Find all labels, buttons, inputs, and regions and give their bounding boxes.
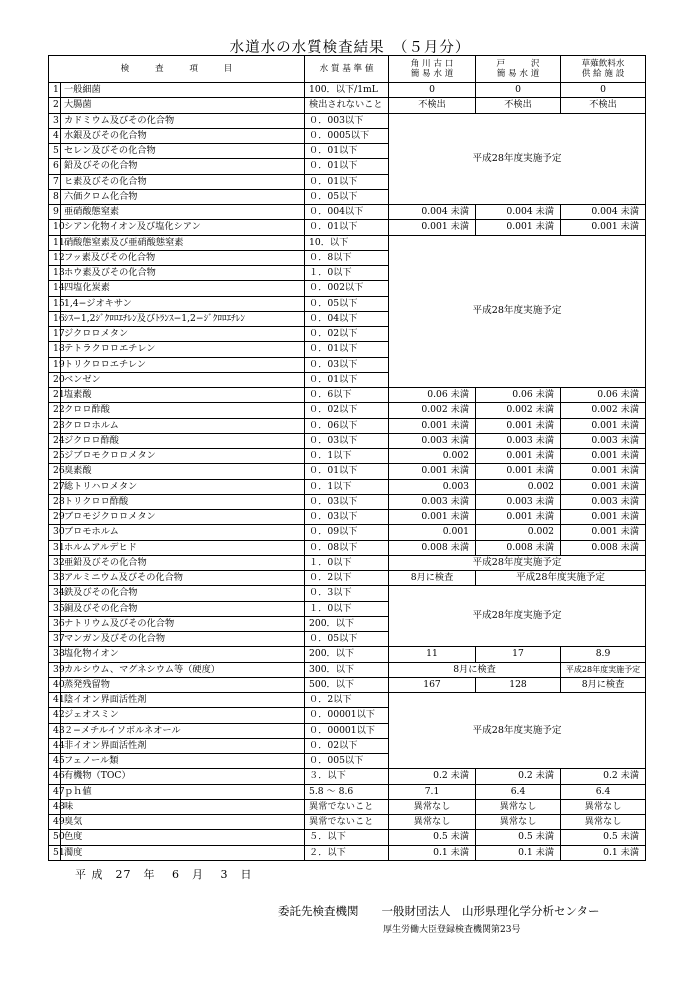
result-site-1: 0.004 未満 [389,205,476,220]
row-number: 43 [49,723,61,738]
result-site-3: 0.001 未満 [561,449,646,464]
standard-value: ０．01以下 [305,220,389,235]
standard-value: ０．1以下 [305,479,389,494]
table-row [49,98,646,113]
report-date: 平 成 27 年 6 月 3 日 [75,868,253,881]
row-number: 38 [49,647,61,662]
row-number: 45 [49,754,61,769]
test-item: 鉄及びその化合物 [61,586,305,601]
table-row [49,388,646,403]
result-site-1: 7.1 [389,784,476,799]
test-item: ｼｽ−1,2ｼﾞｸﾛﾛｴﾁﾚﾝ及びﾄﾗﾝｽ−1,2−ｼﾞｸﾛﾛｴﾁﾚﾝ [61,311,305,326]
result-site-1: 11 [389,647,476,662]
result-site-3: 0.5 未満 [561,830,646,845]
row-number: 9 [49,205,61,220]
test-item: ホルムアルデヒド [61,540,305,555]
standard-value: ０．6以下 [305,388,389,403]
result-site-3: 0.003 未満 [561,494,646,509]
table-row [49,464,646,479]
standard-value: 5.8 〜 8.6 [305,784,389,799]
row-number: 37 [49,632,61,647]
result-site-3: 0.008 未満 [561,540,646,555]
table-row [49,433,646,448]
standard-value: ０．01以下 [305,464,389,479]
test-item: トリクロロエチレン [61,357,305,372]
row-number: 11 [49,235,61,250]
row-number: 44 [49,738,61,753]
row-number: 27 [49,479,61,494]
result-site-2: 0.002 [476,479,561,494]
standard-value: ０．03以下 [305,510,389,525]
row-number: 8 [49,189,61,204]
test-item: 水銀及びその化合物 [61,128,305,143]
standard-value: １．0以下 [305,266,389,281]
standard-value: ０．0005以下 [305,128,389,143]
standard-value: ０．005以下 [305,754,389,769]
row-number: 47 [49,784,61,799]
test-item: シアン化物イオン及び塩化シアン [61,220,305,235]
test-item: クロロ酢酸 [61,403,305,418]
test-item: フッ素及びその化合物 [61,250,305,265]
standard-value: 100．以下/1mL [305,83,389,98]
result-site-3: 0.06 未満 [561,388,646,403]
standard-value: ０．01以下 [305,159,389,174]
test-item: アルミニウム及びその化合物 [61,571,305,586]
result-site-1: 0 [389,83,476,98]
standard-value: ０．00001以下 [305,708,389,723]
result-site-3: 0.001 未満 [561,510,646,525]
result-site-1: 0.003 未満 [389,433,476,448]
test-item: テトラクロロエチレン [61,342,305,357]
result-site-3: 0.001 未満 [561,220,646,235]
test-item: ベンゼン [61,372,305,387]
standard-value: ０．05以下 [305,632,389,647]
standard-value: ０．1以下 [305,449,389,464]
result-site-2: 0.06 未満 [476,388,561,403]
table-row [49,220,646,235]
table-row [49,571,646,586]
standard-value: ０．09以下 [305,525,389,540]
result-site-2: 0.001 未満 [476,510,561,525]
result-site-1: 0.001 未満 [389,464,476,479]
test-item: 味 [61,799,305,814]
standard-value: 200．以下 [305,616,389,631]
row-number: 41 [49,693,61,708]
test-item: 1,4−ジオキサン [61,296,305,311]
standard-value: ０．05以下 [305,296,389,311]
row-number: 48 [49,799,61,814]
table-row [49,784,646,799]
test-item: ジブロモクロロメタン [61,449,305,464]
standard-value: ０．05以下 [305,189,389,204]
table-row [49,113,646,128]
result-site-1: 0.003 未満 [389,494,476,509]
table-row [49,693,646,708]
testing-organization: 委託先検査機関 一般財団法人 山形県理化学分析センター [278,904,600,918]
standard-value: ０．004以下 [305,205,389,220]
table-row [49,586,646,601]
registration-number: 厚生労働大臣登録検査機関第23号 [383,925,521,935]
test-item: ｐｈ値 [61,784,305,799]
table-row [49,799,646,814]
test-item: 色度 [61,830,305,845]
header-item: 検 査 項 目 [49,56,305,83]
result-site-2: 異常なし [476,815,561,830]
result-site-3: 0.003 未満 [561,433,646,448]
result-site-1: 0.1 未満 [389,845,476,860]
result-site-3: 0.001 未満 [561,464,646,479]
table-row [49,662,646,677]
result-site-2: 0.001 未満 [476,449,561,464]
table-row [49,235,646,250]
scheduled-note: 8月に検査 [389,571,476,586]
row-number: 23 [49,418,61,433]
standard-value: 300．以下 [305,662,389,677]
result-site-3: 0.001 未満 [561,479,646,494]
test-item: 陰イオン界面活性剤 [61,693,305,708]
result-site-1: 異常なし [389,799,476,814]
standard-value: ０．02以下 [305,738,389,753]
table-row [49,83,646,98]
row-number: 34 [49,586,61,601]
standard-value: ０．03以下 [305,433,389,448]
result-site-2: 0.001 未満 [476,464,561,479]
result-site-1: 0.001 未満 [389,220,476,235]
standard-value: ５．以下 [305,830,389,845]
row-number: 15 [49,296,61,311]
result-site-2: 異常なし [476,799,561,814]
result-site-1: 0.2 未満 [389,769,476,784]
result-site-3: 0.1 未満 [561,845,646,860]
test-item: ジクロロメタン [61,327,305,342]
scheduled-note: 平成28年度実施予定 [389,555,646,570]
result-site-2: 0.004 未満 [476,205,561,220]
row-number: 40 [49,677,61,692]
test-item: 亜鉛及びその化合物 [61,555,305,570]
row-number: 5 [49,144,61,159]
test-item: 臭気 [61,815,305,830]
standard-value: ０．06以下 [305,418,389,433]
row-number: 18 [49,342,61,357]
row-number: 31 [49,540,61,555]
test-item: ホウ素及びその化合物 [61,266,305,281]
standard-value: 異常でないこと [305,815,389,830]
standard-value: １．0以下 [305,555,389,570]
result-site-1: 0.001 未満 [389,510,476,525]
row-number: 14 [49,281,61,296]
test-item: ２−メチルイソボルネオール [61,723,305,738]
result-site-2: 0.003 未満 [476,494,561,509]
result-site-2: 0.008 未満 [476,540,561,555]
header-standard: 水 質 基 準 値 [305,56,389,83]
result-site-2: 0.2 未満 [476,769,561,784]
test-item: カドミウム及びその化合物 [61,113,305,128]
result-site-2: 17 [476,647,561,662]
test-item: 蒸発残留物 [61,677,305,692]
standard-value: ０．2以下 [305,571,389,586]
scheduled-note: 平成28年度実施予定 [389,113,646,205]
row-number: 4 [49,128,61,143]
row-number: 24 [49,433,61,448]
standard-value: ０．03以下 [305,494,389,509]
water-quality-table [48,55,646,861]
result-site-3: 異常なし [561,815,646,830]
row-number: 42 [49,708,61,723]
standard-value: ０．01以下 [305,174,389,189]
table-row [49,510,646,525]
header-site-3: 草薙飲料水 供 給 施 設 [561,56,646,83]
table-row [49,830,646,845]
result-site-2: 0.5 未満 [476,830,561,845]
result-site-3: 8月に検査 [561,677,646,692]
row-number: 25 [49,449,61,464]
result-site-1: 0.002 未満 [389,403,476,418]
scheduled-note: 平成28年度実施予定 [476,571,646,586]
test-item: ブロモジクロロメタン [61,510,305,525]
standard-value: 検出されないこと [305,98,389,113]
table-row [49,449,646,464]
table-row [49,647,646,662]
test-item: 大腸菌 [61,98,305,113]
standard-value: ０．02以下 [305,403,389,418]
test-item: 塩素酸 [61,388,305,403]
table-row [49,525,646,540]
standard-value: ０．8以下 [305,250,389,265]
result-site-1: 0.001 [389,525,476,540]
standard-value: １．0以下 [305,601,389,616]
row-number: 2 [49,98,61,113]
result-site-2: 0.002 未満 [476,403,561,418]
standard-value: ０．003以下 [305,113,389,128]
result-site-3: 0.001 未満 [561,418,646,433]
test-item: トリクロロ酢酸 [61,494,305,509]
row-number: 7 [49,174,61,189]
document-title: 水道水の水質検査結果 （５月分） [229,40,471,56]
scheduled-note: 平成28年度実施予定 [561,662,646,677]
standard-value: ２．以下 [305,845,389,860]
test-item: 総トリハロメタン [61,479,305,494]
header-site-2: 戸 沢 簡 易 水 道 [476,56,561,83]
row-number: 3 [49,113,61,128]
test-item: ジェオスミン [61,708,305,723]
test-item: 有機物（TOC） [61,769,305,784]
test-item: セレン及びその化合物 [61,144,305,159]
row-number: 39 [49,662,61,677]
standard-value: ０．01以下 [305,144,389,159]
test-item: 臭素酸 [61,464,305,479]
result-site-3: 0.2 未満 [561,769,646,784]
result-site-2: 6.4 [476,784,561,799]
result-site-2: 128 [476,677,561,692]
test-item: ブロモホルム [61,525,305,540]
result-site-3: 6.4 [561,784,646,799]
result-site-2: 0.002 [476,525,561,540]
standard-value: ０．00001以下 [305,723,389,738]
result-site-1: 0.001 未満 [389,418,476,433]
table-row [49,555,646,570]
row-number: 6 [49,159,61,174]
row-number: 1 [49,83,61,98]
row-number: 13 [49,266,61,281]
result-site-1: 0.008 未満 [389,540,476,555]
row-number: 16 [49,311,61,326]
row-number: 29 [49,510,61,525]
scheduled-note: 平成28年度実施予定 [389,235,646,388]
row-number: 22 [49,403,61,418]
table-row [49,479,646,494]
row-number: 46 [49,769,61,784]
result-site-1: 異常なし [389,815,476,830]
standard-value: ０．002以下 [305,281,389,296]
result-site-3: 0.002 未満 [561,403,646,418]
table-row [49,540,646,555]
row-number: 50 [49,830,61,845]
test-item: 一般細菌 [61,83,305,98]
result-site-3: 0.004 未満 [561,205,646,220]
result-site-1: 0.5 未満 [389,830,476,845]
result-site-1: 0.003 [389,479,476,494]
result-site-1: 不検出 [389,98,476,113]
table-row [49,418,646,433]
result-site-3: 異常なし [561,799,646,814]
result-site-3: 不検出 [561,98,646,113]
row-number: 21 [49,388,61,403]
test-item: 濁度 [61,845,305,860]
row-number: 12 [49,250,61,265]
table-row [49,205,646,220]
result-site-1: 0.002 [389,449,476,464]
standard-value: ０．03以下 [305,357,389,372]
table-row [49,815,646,830]
table-row [49,845,646,860]
row-number: 51 [49,845,61,860]
row-number: 33 [49,571,61,586]
result-site-2: 0.1 未満 [476,845,561,860]
standard-value: ０．08以下 [305,540,389,555]
row-number: 17 [49,327,61,342]
result-site-1: 167 [389,677,476,692]
table-header-row [49,56,646,83]
test-item: 亜硝酸態窒素 [61,205,305,220]
test-item: 六価クロム化合物 [61,189,305,204]
result-site-3: 8.9 [561,647,646,662]
row-number: 36 [49,616,61,631]
row-number: 19 [49,357,61,372]
scheduled-note: 8月に検査 [389,662,561,677]
test-item: 鉛及びその化合物 [61,159,305,174]
test-item: 銅及びその化合物 [61,601,305,616]
row-number: 30 [49,525,61,540]
standard-value: ０．3以下 [305,586,389,601]
result-site-1: 0.06 未満 [389,388,476,403]
standard-value: ０．01以下 [305,372,389,387]
row-number: 32 [49,555,61,570]
test-item: マンガン及びその化合物 [61,632,305,647]
standard-value: ０．02以下 [305,327,389,342]
test-item: 硝酸態窒素及び亜硝酸態窒素 [61,235,305,250]
result-site-2: 0.001 未満 [476,220,561,235]
result-site-2: 0.003 未満 [476,433,561,448]
standard-value: 500．以下 [305,677,389,692]
test-item: ナトリウム及びその化合物 [61,616,305,631]
result-site-2: 不検出 [476,98,561,113]
test-item: 塩化物イオン [61,647,305,662]
header-site-1: 角 川 古 口 簡 易 水 道 [389,56,476,83]
row-number: 20 [49,372,61,387]
row-number: 35 [49,601,61,616]
table-row [49,677,646,692]
test-item: クロロホルム [61,418,305,433]
result-site-2: 0.001 未満 [476,418,561,433]
standard-value: ０．2以下 [305,693,389,708]
row-number: 10 [49,220,61,235]
standard-value: 200．以下 [305,647,389,662]
standard-value: ３．以下 [305,769,389,784]
test-item: フェノール類 [61,754,305,769]
test-item: カルシウム、マグネシウム等（硬度） [61,662,305,677]
test-item: 非イオン界面活性剤 [61,738,305,753]
table-body [49,83,646,861]
test-item: ヒ素及びその化合物 [61,174,305,189]
test-item: 四塩化炭素 [61,281,305,296]
test-item: ジクロロ酢酸 [61,433,305,448]
row-number: 49 [49,815,61,830]
standard-value: ０．04以下 [305,311,389,326]
standard-value: 異常でないこと [305,799,389,814]
row-number: 28 [49,494,61,509]
standard-value: ０．01以下 [305,342,389,357]
scheduled-note: 平成28年度実施予定 [389,586,646,647]
standard-value: 10．以下 [305,235,389,250]
result-site-3: 0.001 未満 [561,525,646,540]
table-row [49,769,646,784]
table-row [49,403,646,418]
scheduled-note: 平成28年度実施予定 [389,693,646,769]
result-site-2: 0 [476,83,561,98]
result-site-3: 0 [561,83,646,98]
row-number: 26 [49,464,61,479]
table-row [49,494,646,509]
